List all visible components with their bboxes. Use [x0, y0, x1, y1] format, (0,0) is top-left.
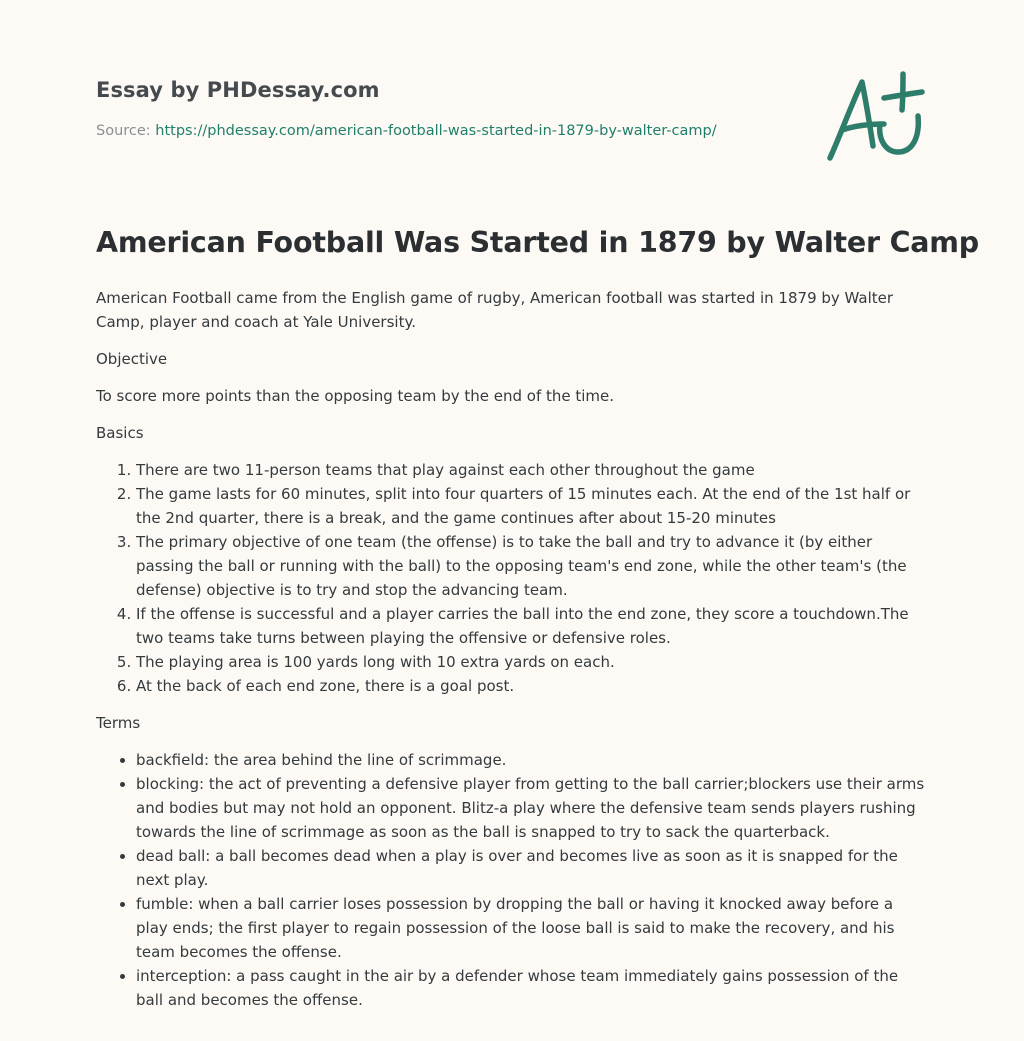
objective-heading: Objective — [96, 350, 168, 368]
page — [96, 0, 980, 1009]
list-item: • fumble: when a ball carrier loses possession by dropping the ball or having it knocked away before a play ends; the first player to regain possession of the loose ball is said to make the recovery, and his team becomes the offense. — [136, 892, 926, 964]
site-title: Essay by PHDessay.com — [96, 78, 380, 102]
list-item: • blocking: the act of preventing a defensive player from getting to the ball carrier;blockers use their arms and bodies but may not hold an opponent. Blitz-a play where the defensive team sends players rushing towards the line of scrimmage as soon as the ball is snapped to try to sack the quarterback. — [136, 772, 926, 844]
list-item: 2. The game lasts for 60 minutes, split into four quarters of 15 minutes each. At the end of the 1st half or the 2nd quarter, there is a break, and the game continues after about 15-20 minutes — [136, 482, 926, 530]
list-item: 6. At the back of each end zone, there is a goal post. — [136, 674, 926, 698]
list-item: • interception: a pass caught in the air by a defender whose team immediately gains possession of the ball and becomes the offense. — [136, 964, 926, 1012]
list-item: • backfield: the area behind the line of scrimmage. — [136, 748, 926, 772]
list-item: • dead ball: a ball becomes dead when a play is over and becomes live as soon as it is snapped for the next play. — [136, 844, 926, 892]
source-link[interactable]: https://phdessay.com/american-football-was-started-in-1879-by-walter-camp/ — [155, 123, 717, 139]
terms-heading: Terms — [96, 714, 141, 732]
objective-paragraph: To score more points than the opposing team by the end of the time. — [96, 387, 615, 405]
a-plus-logo — [826, 68, 926, 164]
list-item: 5. The playing area is 100 yards long with 10 extra yards on each. — [136, 650, 926, 674]
intro-paragraph: American Football came from the English game of rugby, American football was started in 1879 by Walter Camp, player and coach at Yale University. — [96, 289, 894, 331]
source-label: Source: — [96, 123, 156, 139]
basics-heading: Basics — [96, 424, 144, 442]
article-title: American Football Was Started in 1879 by Walter Camp — [96, 226, 980, 259]
list-item: 1. There are two 11-person teams that play against each other throughout the game — [136, 458, 926, 482]
list-item: 3. The primary objective of one team (the offense) is to take the ball and try to advance it (by either passing the ball or running with the ball) to the opposing team's end zone, while the other team's (the defense) objective is to try and stop the advancing team. — [136, 530, 926, 602]
source-line — [96, 123, 717, 139]
list-item: 4. If the offense is successful and a player carries the ball into the end zone, they score a touchdown.The two teams take turns between playing the offensive or defensive roles. — [136, 602, 926, 650]
terms-list — [96, 748, 926, 1012]
basics-list — [96, 458, 926, 698]
header — [96, 0, 926, 210]
article-body — [96, 286, 926, 1025]
